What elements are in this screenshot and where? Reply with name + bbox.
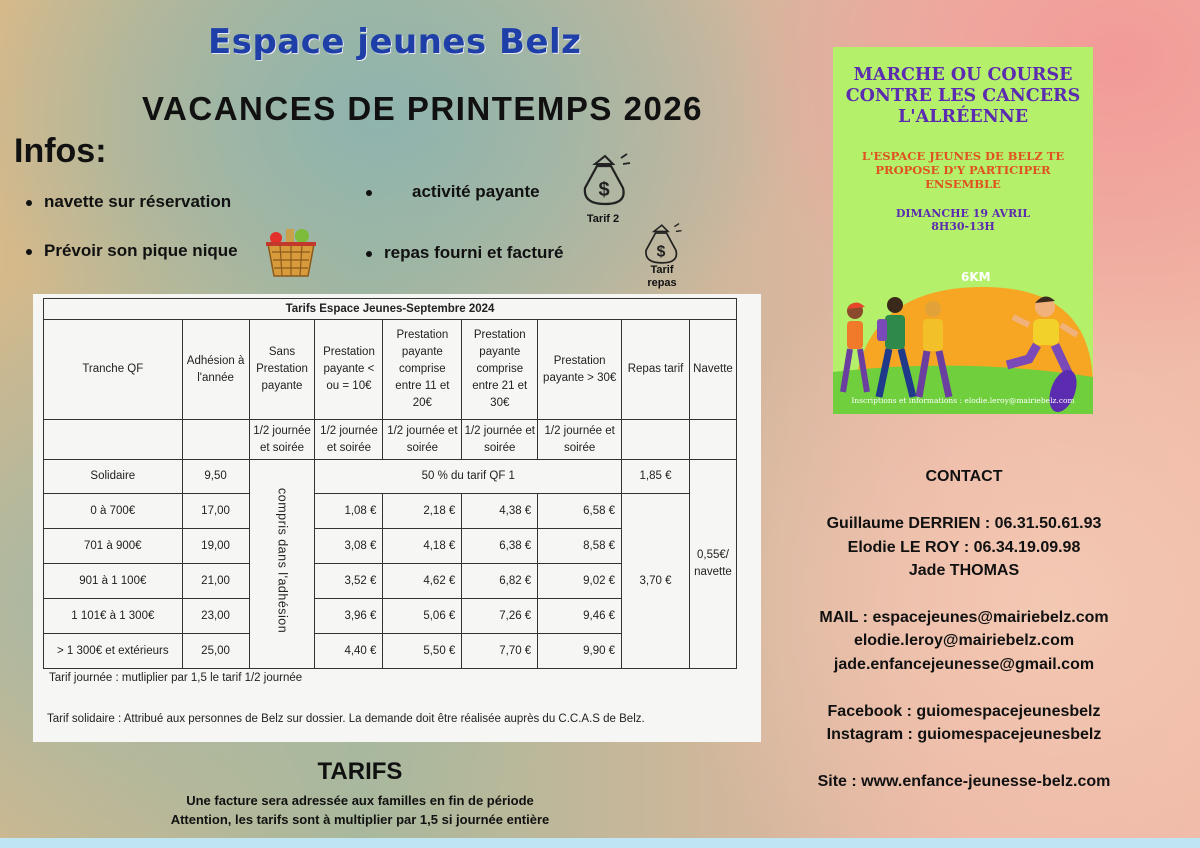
info-item-navette: navette sur réservation	[26, 192, 231, 212]
svg-text:$: $	[598, 179, 610, 201]
price-cell: 7,70 €	[462, 634, 538, 669]
picnic-basket-icon	[262, 226, 320, 278]
bottom-band	[0, 838, 1200, 848]
contact-mail[interactable]: MAIL : espacejeunes@mairiebelz.com	[819, 609, 1109, 626]
header-cell: Navette	[689, 320, 736, 420]
price-cell: 5,06 €	[383, 599, 462, 634]
contact-facebook[interactable]: Facebook : guiomespacejeunesbelz	[827, 703, 1101, 720]
page-subtitle: VACANCES DE PRINTEMPS 2026	[142, 90, 704, 127]
price-cell: 4,62 €	[383, 564, 462, 599]
price-cell: 1,08 €	[315, 494, 383, 529]
table-caption: Tarifs Espace Jeunes-Septembre 2024	[44, 299, 737, 320]
table-footnote-journee: Tarif journée : mutliplier par 1,5 le tarif 1/2 journée	[49, 672, 303, 684]
subheader-cell	[44, 420, 183, 460]
tarif-table	[43, 298, 737, 669]
contact-person: Guillaume DERRIEN : 06.31.50.61.93	[826, 515, 1102, 532]
price-cell: 8,58 €	[538, 529, 622, 564]
info-item-repas: repas fourni et facturé	[366, 243, 564, 263]
table-row	[44, 494, 737, 529]
qf-cell: > 1 300€ et extérieurs	[44, 634, 183, 669]
adhesion-cell: 23,00	[182, 599, 249, 634]
header-cell: Sans Prestation payante	[249, 320, 315, 420]
tarifs-note-1: Une facture sera adressée aux familles en fin de période	[186, 793, 534, 808]
subheader-cell: 1/2 journée et soirée	[462, 420, 538, 460]
adhesion-cell: 9,50	[182, 460, 249, 494]
contact-person: Elodie LE ROY : 06.34.19.09.98	[847, 539, 1081, 556]
price-cell: 4,38 €	[462, 494, 538, 529]
adhesion-cell: 25,00	[182, 634, 249, 669]
money-bag-icon	[638, 222, 684, 266]
price-cell: 5,50 €	[383, 634, 462, 669]
subheader-cell	[689, 420, 736, 460]
adhesion-cell: 21,00	[182, 564, 249, 599]
poster-date: DIMANCHE 19 AVRIL 8H30-13H	[895, 207, 1031, 233]
contact-site[interactable]: Site : www.enfance-jeunesse-belz.com	[817, 773, 1111, 790]
header-cell: Prestation payante comprise entre 11 et 20€	[383, 320, 462, 420]
navette-merged-cell: 0,55€/ navette	[689, 460, 736, 669]
subheader-cell: 1/2 journée et soirée	[383, 420, 462, 460]
qf-cell: 701 à 900€	[44, 529, 183, 564]
subheader-cell: 1/2 journée et soirée	[249, 420, 315, 460]
poster-title: MARCHE OU COURSE CONTRE LES CANCERS L'ALRÉENNE	[845, 65, 1081, 127]
page-title: Espace jeunes Belz	[208, 22, 582, 62]
money-bag-icon	[575, 152, 633, 208]
price-cell: 9,90 €	[538, 634, 622, 669]
qf-cell: 901 à 1 100€	[44, 564, 183, 599]
repas-cell: 1,85 €	[622, 460, 690, 494]
contact-mail[interactable]: jade.enfancejeunesse@gmail.com	[833, 656, 1095, 673]
contact-instagram[interactable]: Instagram : guiomespacejeunesbelz	[826, 726, 1102, 743]
poster-subtitle: L'ESPACE JEUNES DE BELZ TE PROPOSE D'Y PARTICIPER ENSEMBLE	[861, 149, 1065, 191]
qf-cell: 0 à 700€	[44, 494, 183, 529]
qf-cell: 1 101€ à 1 300€	[44, 599, 183, 634]
poster-footer: Inscriptions et informations : elodie.leroy@mairiebelz.com	[851, 396, 1075, 405]
adhesion-cell: 19,00	[182, 529, 249, 564]
price-cell: 3,96 €	[315, 599, 383, 634]
poster-distance: 6KM	[961, 270, 991, 284]
contact-heading: CONTACT	[925, 468, 1003, 485]
price-cell: 2,18 €	[383, 494, 462, 529]
price-cell: 4,18 €	[383, 529, 462, 564]
contact-mail[interactable]: elodie.leroy@mairiebelz.com	[853, 632, 1075, 649]
contact-person: Jade THOMAS	[908, 562, 1020, 579]
price-cell: 3,52 €	[315, 564, 383, 599]
info-item-activite: activité payante	[366, 182, 540, 202]
price-cell: 4,40 €	[315, 634, 383, 669]
subheader-cell	[182, 420, 249, 460]
header-cell: Prestation payante comprise entre 21 et 30€	[462, 320, 538, 420]
event-poster	[833, 47, 1093, 414]
header-cell: Prestation payante < ou = 10€	[315, 320, 383, 420]
tarif2-label: Tarif 2	[586, 213, 620, 225]
price-cell: 7,26 €	[462, 599, 538, 634]
infos-heading: Infos:	[14, 132, 107, 170]
price-cell: 9,46 €	[538, 599, 622, 634]
header-cell: Adhésion à l'année	[182, 320, 249, 420]
subheader-cell	[622, 420, 690, 460]
header-cell: Repas tarif	[622, 320, 690, 420]
solidaire-note-cell: 50 % du tarif QF 1	[315, 460, 622, 494]
price-cell: 9,02 €	[538, 564, 622, 599]
price-cell: 6,82 €	[462, 564, 538, 599]
price-cell: 6,38 €	[462, 529, 538, 564]
tarifs-title: TARIFS	[317, 758, 403, 785]
price-cell: 6,58 €	[538, 494, 622, 529]
subheader-cell: 1/2 journée et soirée	[315, 420, 383, 460]
subheader-cell: 1/2 journée et soirée	[538, 420, 622, 460]
tarif-repas-label: Tarif repas	[647, 264, 677, 289]
table-row	[44, 460, 737, 494]
qf-cell: Solidaire	[44, 460, 183, 494]
header-cell: Tranche QF	[44, 320, 183, 420]
adhesion-cell: 17,00	[182, 494, 249, 529]
tarifs-note-2: Attention, les tarifs sont à multiplier par 1,5 si journée entière	[170, 812, 550, 827]
repas-merged-cell: 3,70 €	[622, 494, 690, 669]
sans-prestation-merged-cell: compris dans l'adhésion	[249, 460, 315, 669]
table-footnote-solidaire: Tarif solidaire : Attribué aux personnes de Belz sur dossier. La demande doit être réalisée auprès du C.C.A.S de Belz.	[47, 713, 645, 725]
svg-text:$: $	[656, 243, 666, 261]
info-item-pique-nique: Prévoir son pique nique	[26, 241, 238, 261]
price-cell: 3,08 €	[315, 529, 383, 564]
tarif-table-image	[33, 294, 761, 742]
header-cell: Prestation payante > 30€	[538, 320, 622, 420]
